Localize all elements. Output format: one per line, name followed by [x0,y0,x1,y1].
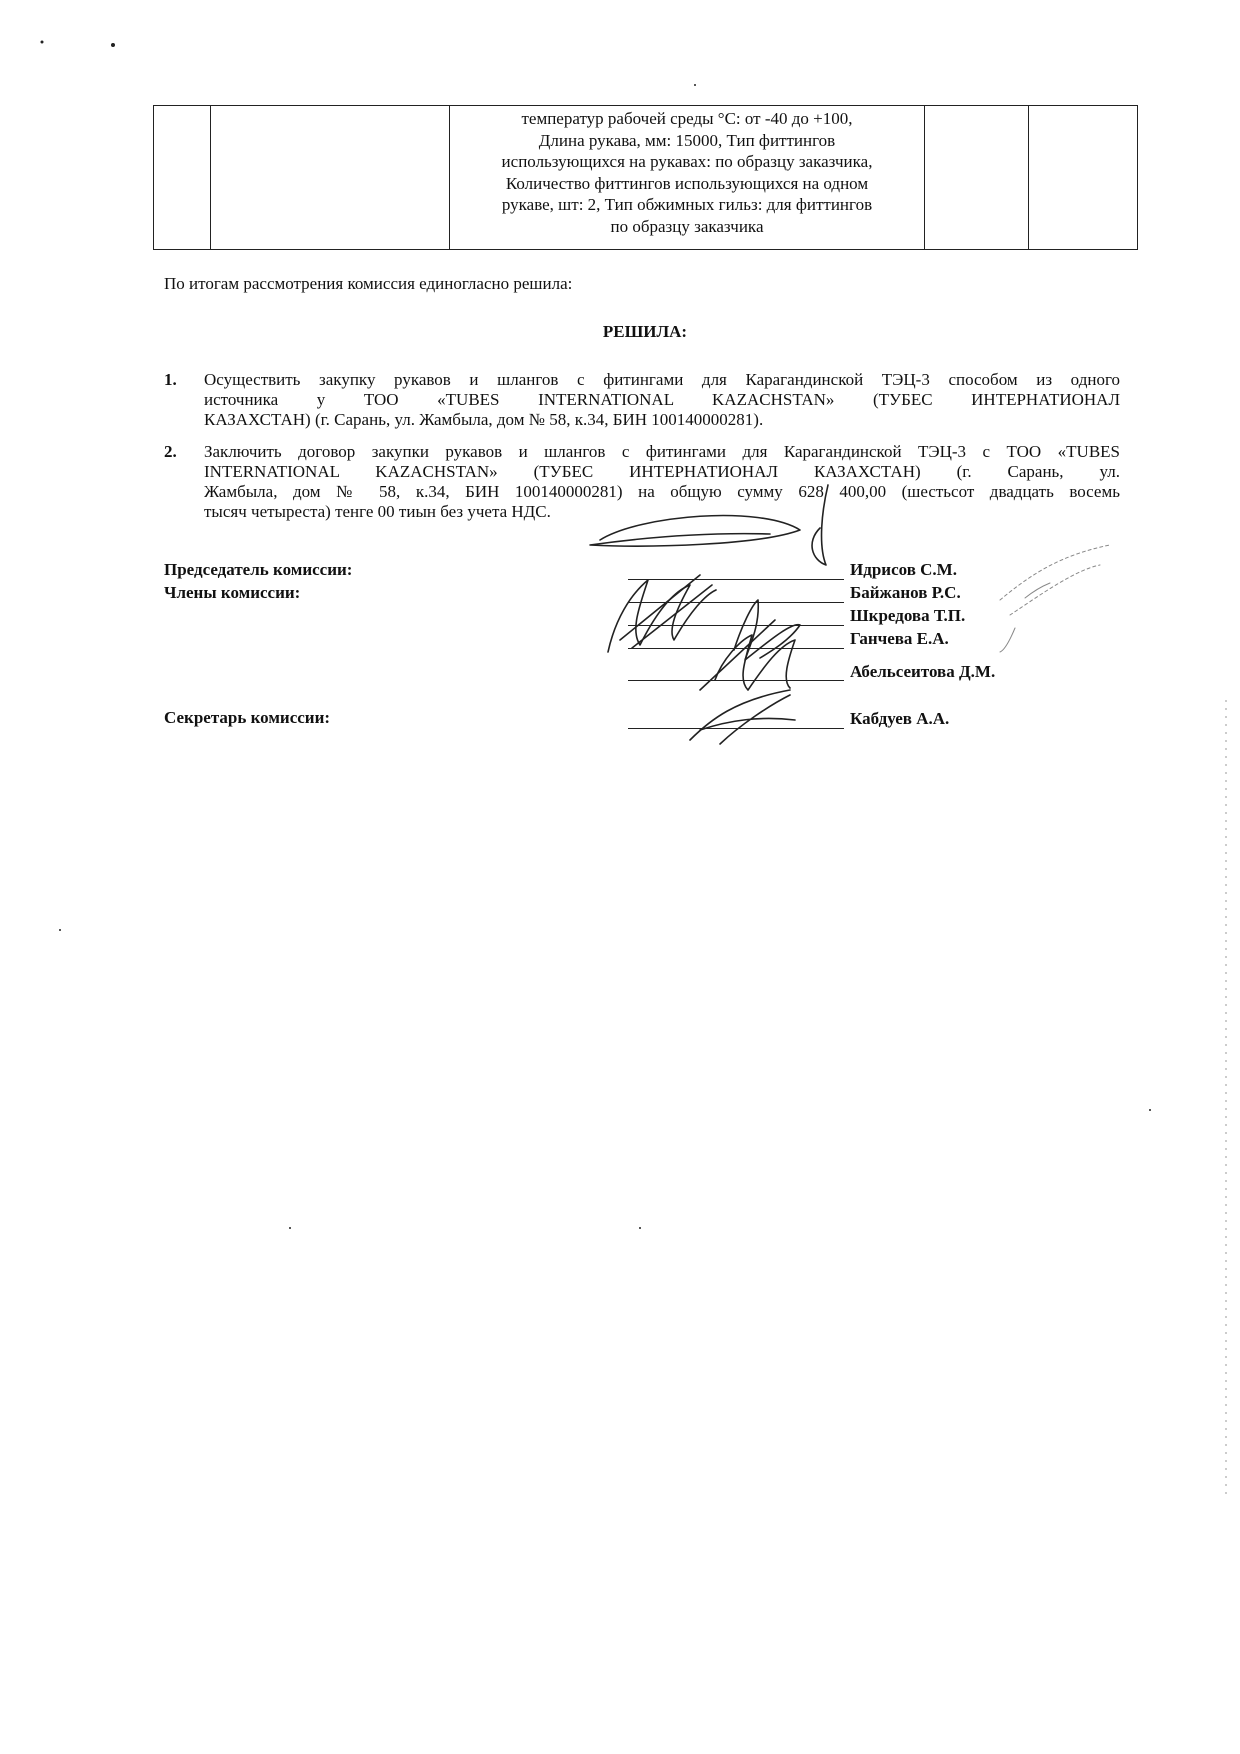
decision-number: 1. [164,370,177,389]
decision-number: 2. [164,442,177,461]
description-line: температур рабочей среды °С: от -40 до +100, [521,109,853,128]
signature-line [628,680,844,681]
signature-line [628,579,844,580]
signature-line [628,625,844,626]
member-name: Абельсеитова Д.М. [850,662,996,681]
description-line: Количество фиттингов использующихся на одном [505,173,869,193]
signature-chairman [1000,583,1050,652]
spec-table [153,105,1138,250]
secretary-name: Кабдуев А.А. [850,709,950,728]
table-cell-unit [925,106,1029,250]
secretary-label: Секретарь комиссии: [164,708,331,727]
signature-line [628,602,844,603]
description-line: использующихся на рукавах: по образцу заказчика, [501,152,873,171]
signature-line [628,648,844,649]
table-cell-description [450,106,925,250]
decision-line: тысяч четыреста) тенге 00 тиын без учета НДС. [204,502,551,521]
description-line: рукаве, шт: 2, Тип обжимных гильз: для фиттингов [501,195,873,214]
signature-chairman [1000,545,1110,615]
chairman-name: Идрисов С.М. [850,560,957,579]
decision-heading: РЕШИЛА: [602,322,688,341]
table-cell-name [211,106,450,250]
intro-text: По итогам рассмотрения комиссия единогласно решила: [164,274,573,293]
table-row [154,106,1138,250]
signature-member-1 [608,580,716,652]
decision-line: Жамбыла, дом № 58, к.34, БИН 100140000281) на общую сумму 628 400,00 (шестьсот двадцать восемь [204,482,1120,501]
description-line: по образцу заказчика [610,216,764,236]
decision-line: источника у ТОО «TUBES INTERNATIONAL KAZACHSTAN» (ТУБЕС ИНТЕРНАТИОНАЛ [204,390,1120,409]
decision-line: Осуществить закупку рукавов и шлангов с фитингами для Карагандинской ТЭЦ-3 способом из одного [204,370,1120,389]
table-cell-number [154,106,211,250]
member-name: Байжанов Р.С. [850,583,961,602]
signature-secretary [690,690,795,744]
decision-line: INTERNATIONAL KAZACHSTAN» (ТУБЕС ИНТЕРНАТИОНАЛ КАЗАХСТАН) (г. Сарань, ул. [204,462,1120,481]
decision-line: Заключить договор закупки рукавов и шлангов с фитингами для Карагандинской ТЭЦ-3 с ТОО «TUBES [204,442,1120,461]
signature-line [628,728,844,729]
member-name: Ганчева Е.А. [850,629,949,648]
decision-item [164,442,1120,524]
decision-line: КАЗАХСТАН) (г. Сарань, ул. Жамбыла, дом № 58, к.34, БИН 100140000281). [204,410,764,429]
chairman-label: Председатель комиссии: [164,560,353,579]
member-name: Шкредова Т.П. [850,606,966,625]
signature-member-1 [620,575,712,648]
decision-item [164,370,1120,432]
table-cell-quantity [1029,106,1138,250]
signature-member-3 [715,635,795,690]
description-line: Длина рукава, мм: 15000, Тип фиттингов [538,130,836,150]
signature-member-2 [734,600,800,660]
members-label: Члены комиссии: [164,583,301,602]
